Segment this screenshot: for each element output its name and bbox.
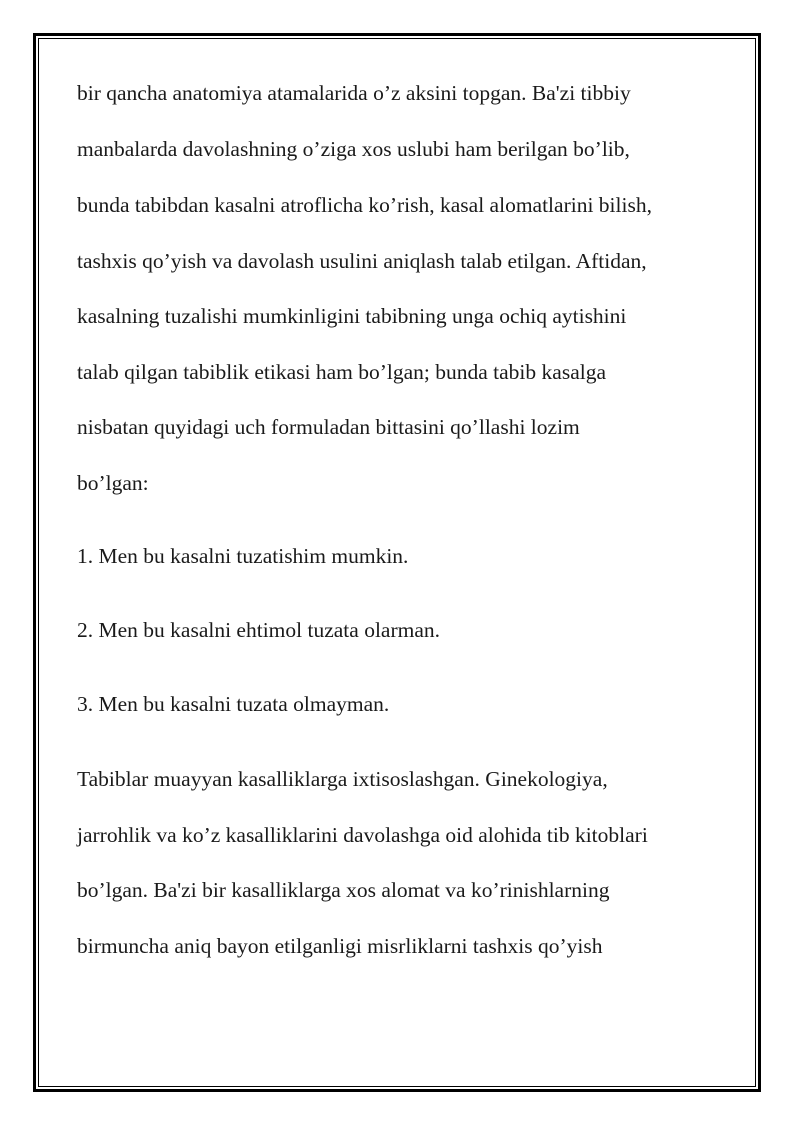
- paragraph-2-line-4: birmuncha aniq bayon etilganligi misrliklarni tashxis qo’yish: [77, 934, 603, 958]
- paragraph-2-line-3: bo’lgan. Ba'zi bir kasalliklarga xos alomat va ko’rinishlarning: [77, 878, 610, 902]
- list-item-1: 1. Men bu kasalni tuzatishim mumkin.: [77, 544, 409, 568]
- list-item-3: 3. Men bu kasalni tuzata olmayman.: [77, 692, 390, 716]
- paragraph-1-line-3: bunda tabibdan kasalni atroflicha ko’rish, kasal alomatlarini bilish,: [77, 193, 652, 217]
- paragraph-1-line-4: tashxis qo’yish va davolash usulini aniqlash talab etilgan. Aftidan,: [77, 249, 647, 273]
- paragraph-1-line-8: bo’lgan:: [77, 471, 149, 495]
- paragraph-2-line-2: jarrohlik va ko’z kasalliklarini davolashga oid alohida tib kitoblari: [77, 823, 648, 847]
- paragraph-1-line-1: bir qancha anatomiya atamalarida o’z aksini topgan. Ba'zi tibbiy: [77, 81, 631, 105]
- list-item-2: 2. Men bu kasalni ehtimol tuzata olarman.: [77, 618, 441, 642]
- paragraph-1-line-2: manbalarda davolashning o’ziga xos uslubi ham berilgan bo’lib,: [77, 137, 630, 161]
- paragraph-1-line-5: kasalning tuzalishi mumkinligini tabibning unga ochiq aytishini: [77, 304, 627, 328]
- paragraph-2-line-1: Tabiblar muayyan kasalliklarga ixtisoslashgan. Ginekologiya,: [77, 767, 608, 791]
- paragraph-1-line-7: nisbatan quyidagi uch formuladan bittasini qo’llashi lozim: [77, 415, 580, 439]
- paragraph-1-line-6: talab qilgan tabiblik etikasi ham bo’lgan; bunda tabib kasalga: [77, 360, 606, 384]
